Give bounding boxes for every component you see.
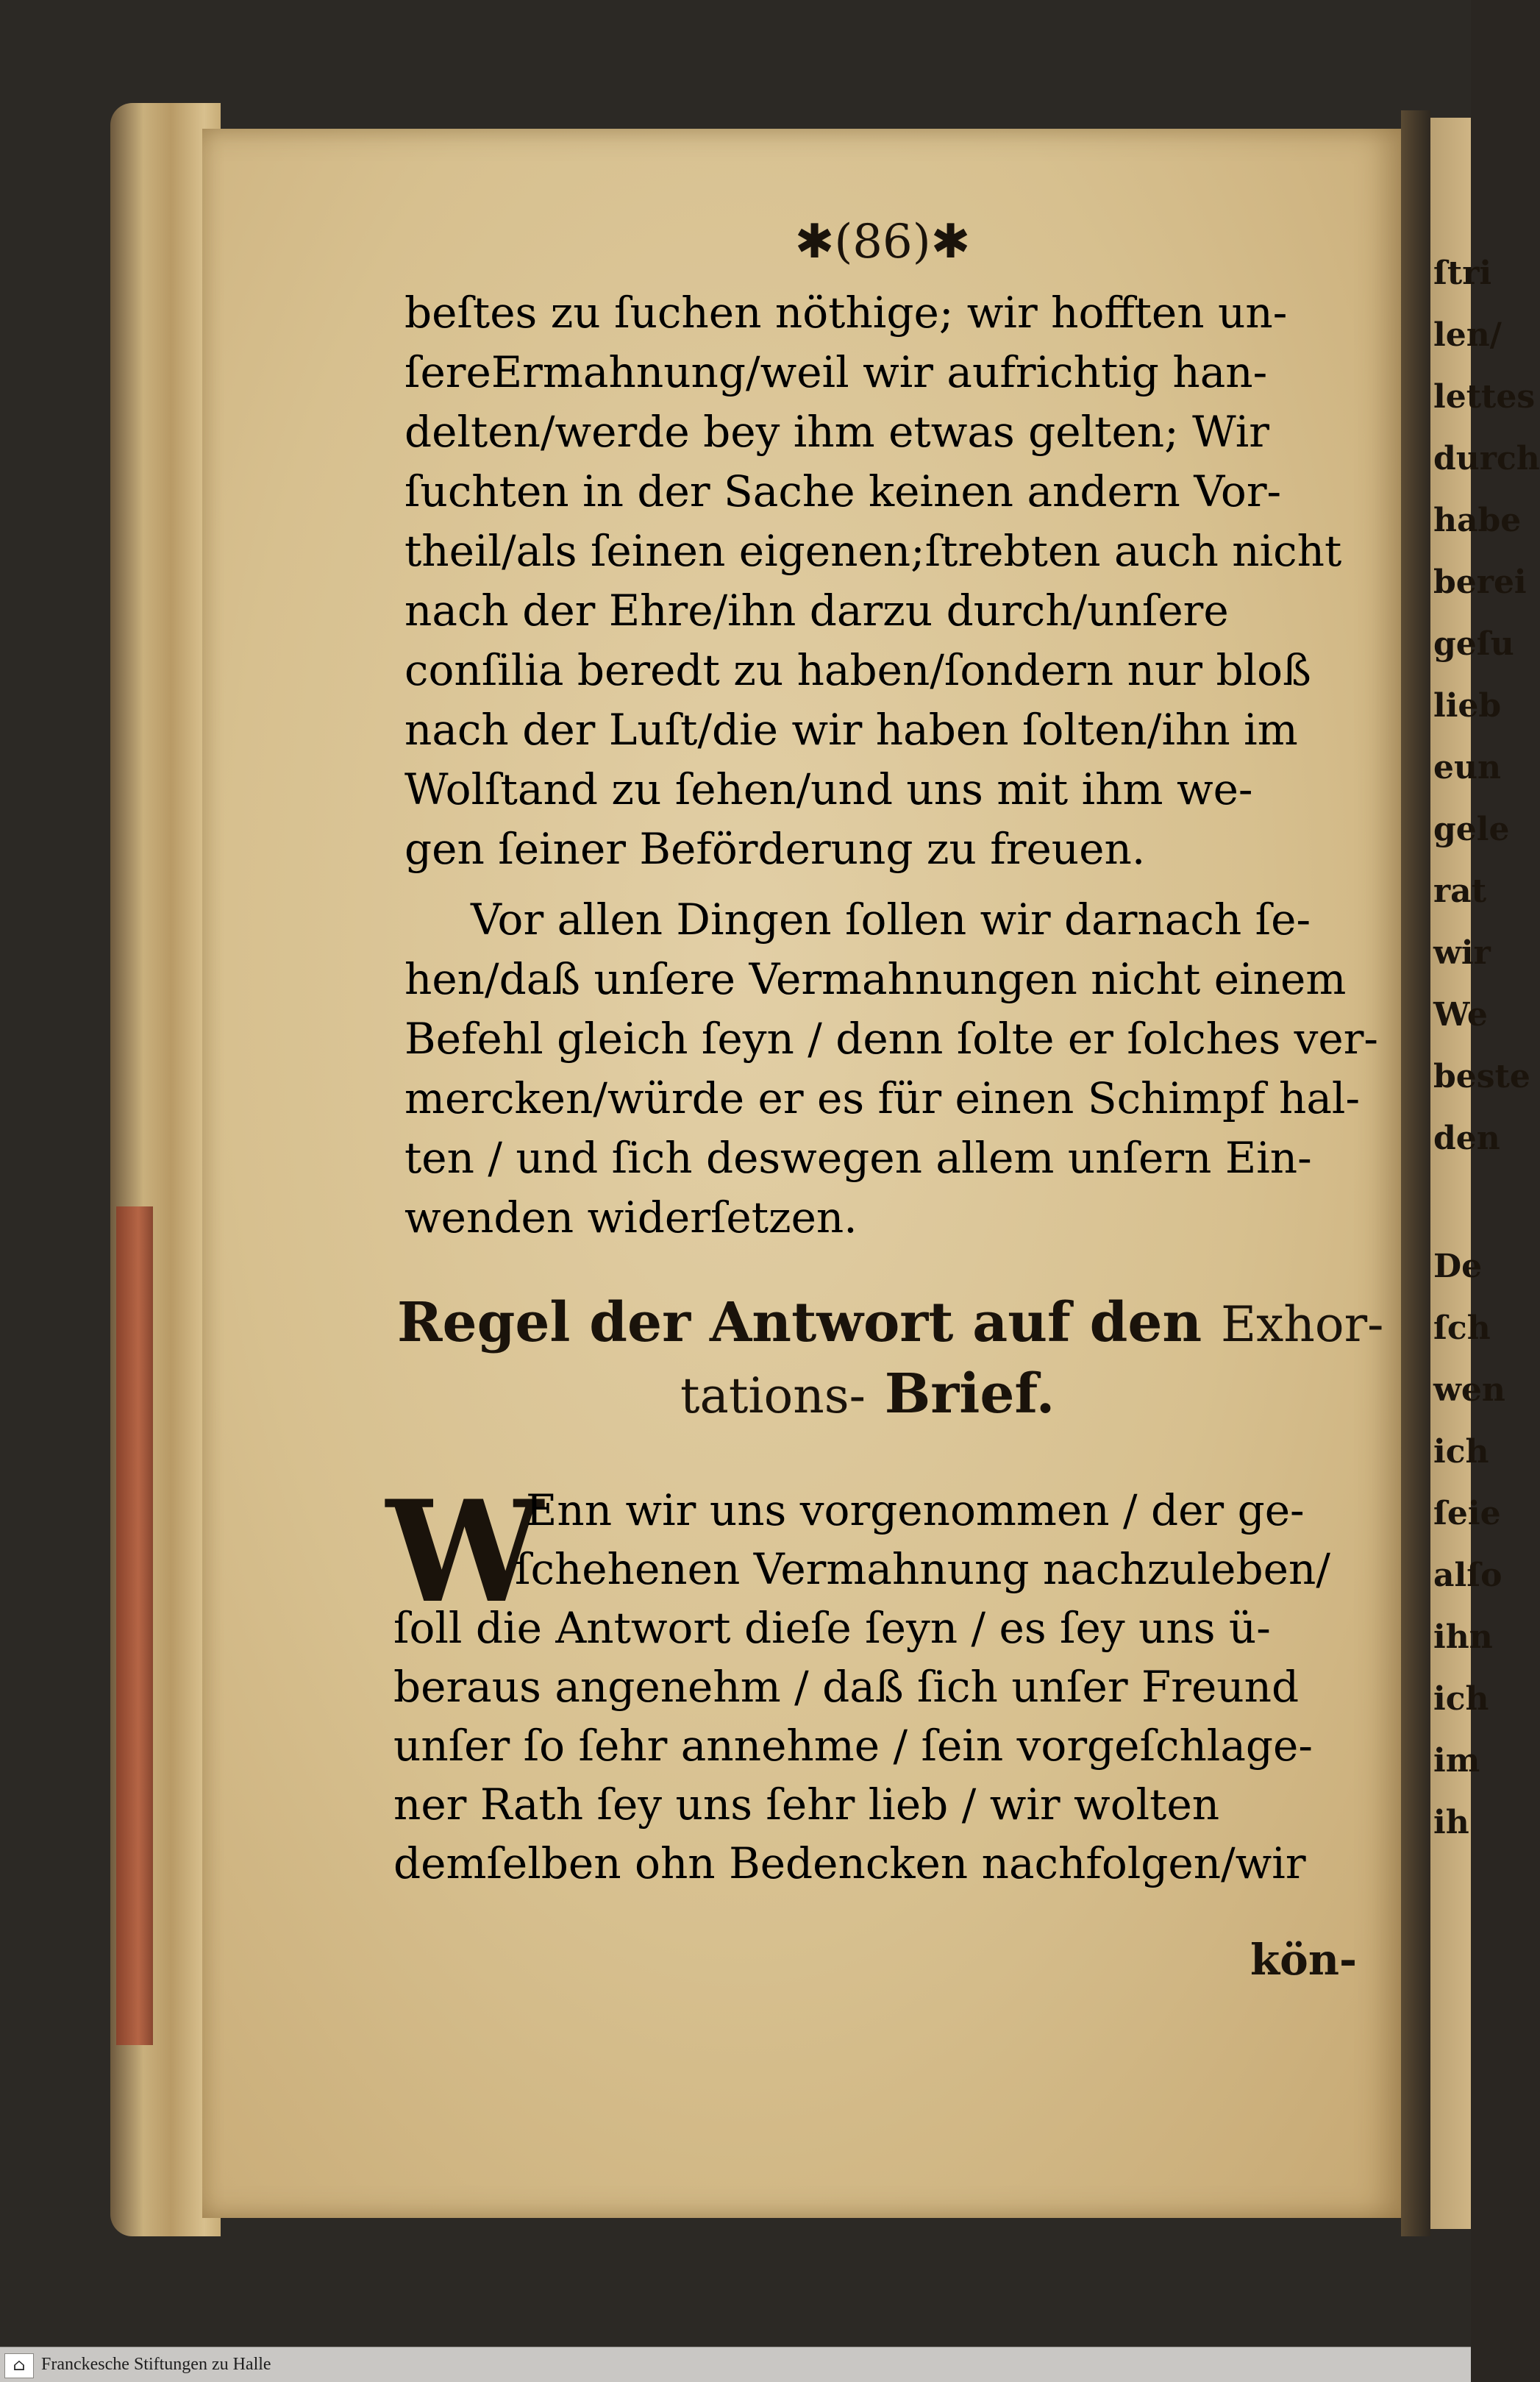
adjacent-page-text: len/ <box>1433 316 1502 354</box>
adjacent-page-text: im <box>1433 1742 1480 1780</box>
text-line: beraus angenehm / daß ſich unſer Freund <box>393 1662 1300 1712</box>
text-line: gen ſeiner Beförderung zu freuen. <box>404 824 1146 874</box>
text-line: delten/werde bey ihm etwas gelten; Wir <box>404 407 1270 457</box>
adjacent-page-fragment <box>1430 118 1540 2229</box>
adjacent-page-text: rat <box>1433 872 1487 910</box>
text-line: ten / und ſich deswegen allem unſern Ein- <box>404 1133 1312 1183</box>
adjacent-page-text: den <box>1433 1120 1500 1157</box>
adjacent-page-text: ſtri <box>1433 255 1492 292</box>
text-line: Enn wir uns vorgenommen / der ge- <box>526 1485 1305 1535</box>
book-gutter <box>1401 110 1430 2236</box>
heading-fraktur-part: Regel der Antwort auf den <box>397 1291 1202 1354</box>
adjacent-page-text: We <box>1433 996 1488 1034</box>
adjacent-page-text: wir <box>1433 934 1491 972</box>
institution-label: Franckesche Stiftungen zu Halle <box>41 2355 271 2374</box>
text-line: hen/daß unſere Vermahnungen nicht einem <box>404 954 1347 1004</box>
adjacent-page-text: ſch <box>1433 1309 1491 1347</box>
text-line: demſelben ohn Bedencken nachfolgen/wir <box>393 1838 1306 1888</box>
institution-logo-icon: ⌂ <box>4 2353 34 2378</box>
text-line: mercken/würde er es für einen Schimpf hal- <box>404 1073 1361 1123</box>
adjacent-page-text: eun <box>1433 749 1501 786</box>
adjacent-page-text: beste <box>1433 1058 1530 1095</box>
text-line: wenden widerſetzen. <box>404 1192 858 1242</box>
text-line: Wolſtand zu ſehen/und uns mit ihm we- <box>404 764 1253 814</box>
adjacent-page-text: durch <box>1433 440 1540 477</box>
adjacent-page-text: lettes <box>1433 378 1536 416</box>
adjacent-page-text: geſu <box>1433 625 1514 663</box>
text-line: conſilia beredt zu haben/ſondern nur bloß <box>404 645 1311 695</box>
adjacent-page-text: ſeie <box>1433 1495 1501 1532</box>
text-line: nach der Ehre/ihn darzu durch/unſere <box>404 586 1229 636</box>
drop-capital: W <box>386 1470 543 1634</box>
adjacent-page-text: habe <box>1433 502 1522 539</box>
text-line: Befehl gleich ſeyn / denn ſolte er ſolches ver- <box>404 1014 1379 1064</box>
adjacent-page-text: alſo <box>1433 1557 1502 1594</box>
viewer-footer <box>0 2347 1471 2382</box>
text-line: ſchehenen Vermahnung nachzuleben/ <box>515 1544 1330 1594</box>
adjacent-page-text: ich <box>1433 1680 1489 1718</box>
section-heading-line-2 <box>680 1362 1055 1426</box>
text-line: ſereErmahnung/weil wir aufrichtig han- <box>404 347 1268 397</box>
text-line: theil/als ſeinen eigenen;ſtrebten auch nicht <box>404 526 1342 576</box>
adjacent-page-text: ih <box>1433 1804 1469 1841</box>
catchword: kön- <box>1250 1935 1358 1985</box>
adjacent-page-text: ich <box>1433 1433 1489 1471</box>
adjacent-page-text: lieb <box>1433 687 1502 725</box>
heading-latin-part: Exhor- <box>1220 1296 1384 1353</box>
text-line: ſuchten in der Sache keinen andern Vor- <box>404 466 1282 516</box>
adjacent-page-text: ihn <box>1433 1618 1493 1656</box>
text-line: Vor allen Dingen ſollen wir darnach ſe- <box>471 895 1311 945</box>
adjacent-page-text: berei <box>1433 563 1527 601</box>
text-line: ſoll die Antwort dieſe ſeyn / es ſey uns ü- <box>393 1603 1271 1653</box>
text-line: beſtes zu ſuchen nöthige; wir hofften un- <box>404 288 1288 338</box>
text-line: ner Rath ſey uns ſehr lieb / wir wolten <box>393 1780 1220 1830</box>
text-line: unſer ſo ſehr annehme / ſein vorgeſchlage- <box>393 1721 1313 1771</box>
adjacent-page-text: gele <box>1433 811 1510 848</box>
heading-fraktur-part-2: Brief. <box>884 1362 1055 1426</box>
red-edge-stain <box>116 1206 153 2045</box>
adjacent-page-text: De <box>1433 1248 1483 1285</box>
text-line: nach der Luſt/die wir haben ſolten/ihn im <box>404 705 1298 755</box>
heading-latin-part-2: tations- <box>680 1368 866 1424</box>
adjacent-page-text: wen <box>1433 1371 1505 1409</box>
section-heading-line-1 <box>397 1291 1383 1354</box>
page-header: ✱(86)✱ <box>794 215 971 269</box>
